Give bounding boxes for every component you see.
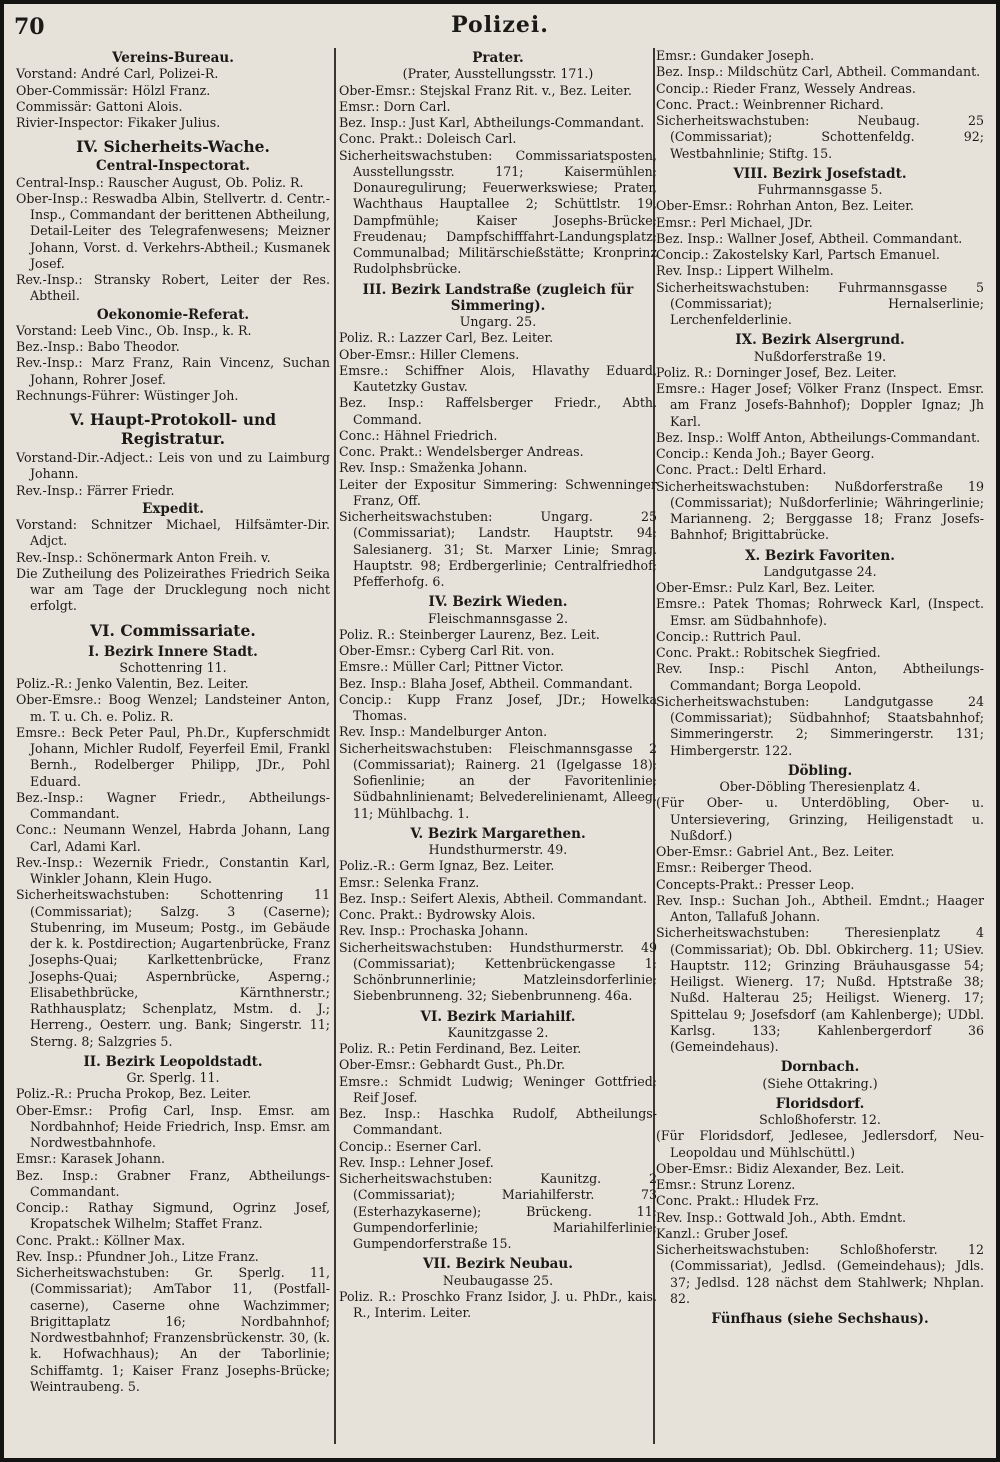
entry-line: Rivier-Inspector: Fikaker Julius. <box>16 115 221 130</box>
page-number: 70 <box>14 14 45 40</box>
entry-line: Concip.: Zakostelsky Karl, Partsch Emanuel. <box>656 247 940 262</box>
district-heading: VI. Bezirk Mariahilf. <box>420 1008 576 1025</box>
entry-line: Ober-Emsr.: Gebhardt Gust., Ph.Dr. <box>339 1057 565 1073</box>
entry-line: Bez.-Insp.: Babo Theodor. <box>16 339 180 354</box>
entry-line: Sicherheitswachstuben: Nußdorferstraße 19 (Commissariat); Nußdorferlinie; Währingerlinie; Marianneng. 2; Berggasse 18; Franz Josefs-Bahnhof; Brigittabrücke. <box>656 478 984 543</box>
entry-line: Rev.-Insp.: Wezernik Friedr., Constantin Karl, Winkler Johann, Klein Hugo. <box>16 854 330 886</box>
entry-line: Emsr.: Karasek Johann. <box>16 1151 165 1167</box>
address-line: Gr. Sperlg. 11. <box>126 1070 220 1085</box>
entry-line: Bez. Insp.: Blaha Josef, Abtheil. Commandant. <box>339 675 633 691</box>
address-line: Hundsthurmerstr. 49. <box>428 842 568 857</box>
entry-line: Poliz.-R.: Jenko Valentin, Bez. Leiter. <box>16 676 249 691</box>
entry-line: Bez. Insp.: Raffelsberger Friedr., Abth. Command. <box>339 395 657 427</box>
address-line: Fleischmannsgasse 2. <box>428 610 568 626</box>
entry-line: Bez. Insp.: Wallner Josef, Abtheil. Commandant. <box>656 230 963 246</box>
entry-line: Ober-Emsr.: Hiller Clemens. <box>339 346 520 362</box>
entry-line: Poliz. R.: Dorninger Josef, Bez. Leiter. <box>656 364 897 380</box>
district-heading: III. Bezirk Landstraße (zugleich für Simmering). <box>362 281 634 314</box>
entry-line: Vorstand: Leeb Vinc., Ob. Insp., k. R. <box>16 322 252 338</box>
entry-line: Emsre.: Schmidt Ludwig; Weninger Gottfried; Reif Josef. <box>339 1073 657 1105</box>
entry-line: Sicherheitswachstuben: Schloßhoferstr. 12 (Commissariat), Jedlsd. (Gemeindehaus); Jdls. 37; Jedlsd. 128 nächst dem Stahlwerk; Nhplan. 82. <box>656 1242 984 1306</box>
entry-line: Bez.-Insp.: Wagner Friedr., Abtheilungs-Commandant. <box>16 789 330 821</box>
address-line: Landgutgasse 24. <box>763 563 877 579</box>
entry-line: Rev. Insp.: Lehner Josef. <box>339 1154 494 1170</box>
column-3 <box>656 48 984 1448</box>
district-heading: Dornbach. <box>780 1059 860 1076</box>
entry-line: Bez. Insp.: Mildschütz Carl, Abtheil. Commandant. <box>656 64 981 80</box>
entry-line: Rev. Insp.: Mandelburger Anton. <box>339 724 548 740</box>
entry-line: Emsre.: Patek Thomas; Rohrweck Karl, (Inspect. Emsr. am Südbahnhofe). <box>656 596 984 628</box>
entry-line: Sicherheitswachstuben: Fleischmannsgasse 2 (Commissariat); Rainerg. 21 (Igelgasse 18); Sofienlinie; an der Favoritenlinie; Südbahnlinienamt; Belvederelinienamt, Alleeg. 11; Mühlbachg. 1. <box>339 740 657 821</box>
district-heading: Floridsdorf. <box>775 1095 865 1112</box>
district-heading: II. Bezirk Leopoldstadt. <box>83 1053 263 1070</box>
entry-line: Emsre.: Beck Peter Paul, Ph.Dr., Kupferschmidt Johann, Michler Rudolf, Feyerfeil Emil, Frankl Bernh., Rodelberger Philipp, JDr., Pohl Eduard. <box>16 724 330 789</box>
entry-line: Ober-Emsre.: Boog Wenzel; Landsteiner Anton, m. T. u. Ch. e. Poliz. R. <box>16 692 330 724</box>
entry-line: Kanzl.: Gruber Josef. <box>656 1225 789 1241</box>
district-heading: VII. Bezirk Neubau. <box>423 1256 573 1273</box>
entry-line: (Für Floridsdorf, Jedlesee, Jedlersdorf, Neu-Leopoldau und Mühlschüttl.) <box>656 1128 984 1160</box>
entry-line: Concip.: Rieder Franz, Wessely Andreas. <box>656 80 916 96</box>
entry-line: Bez. Insp.: Haschka Rudolf, Abtheilungs-Commandant. <box>339 1106 657 1138</box>
entry-line: Leiter der Expositur Simmering: Schwenninger Franz, Off. <box>339 476 657 508</box>
entry-line: Rev.-Insp.: Marz Franz, Rain Vincenz, Suchan Johann, Rohrer Josef. <box>16 355 330 387</box>
entry-line: Emsre.: Schiffner Alois, Hlavathy Eduard, Kautetzky Gustav. <box>339 362 657 394</box>
entry-line: Rev.-Insp.: Schönermark Anton Freih. v. <box>16 549 271 565</box>
entry-line: Rev. Insp.: Prochaska Johann. <box>339 923 529 939</box>
entry-line: Bez. Insp.: Wolff Anton, Abtheilungs-Commandant. <box>656 429 981 445</box>
entry-line: Conc. Prakt.: Hludek Frz. <box>656 1193 819 1209</box>
entry-line: Rev.-Insp.: Stransky Robert, Leiter der Res. Abtheil. <box>16 272 330 304</box>
entry-line: Bez. Insp.: Grabner Franz, Abtheilungs-Commandant. <box>16 1167 330 1199</box>
subsection-heading: Expedit. <box>142 500 204 517</box>
entry-line: Bez. Insp.: Just Karl, Abtheilungs-Commandant. <box>339 115 645 130</box>
address-line: Schottenring 11. <box>119 659 227 675</box>
entry-line: Rev.-Insp.: Färrer Friedr. <box>16 482 175 498</box>
address-line: Nußdorferstraße 19. <box>753 348 887 364</box>
address-line: Ober-Döbling Theresienplatz 4. <box>719 779 921 794</box>
address-line: Ungarg. 25. <box>459 314 537 329</box>
entry-line: Emsr.: Strunz Lorenz. <box>656 1177 796 1192</box>
entry-line: Sicherheitswachstuben: Schottenring 11 (Commissariat); Salzg. 3 (Caserne); Stubenring, im Museum; Postg., im Gebäude der k. k. Postdirection; Augartenbrücke, Franz Josephs-Quai; Karlkettenbrücke, Franz Josephs-Quai; Aspernbrücke, Asperng.; Elisabethbrücke, Kärnthnerstr.; Rathhausplatz; Schenplatz, Mstm. d. J.; Herreng., Oesterr. ung. Bank; Singerstr. 11; Sterng. 8; Salzgries 5. <box>16 887 330 1049</box>
subsection-heading: Central-Inspectorat. <box>96 158 250 175</box>
entry-line: Emsre.: Hager Josef; Völker Franz (Inspect. Emsr. am Franz Josefs-Bahnhof); Doppler Ignaz; Jh Karl. <box>656 381 984 429</box>
address-line: Neubaugasse 25. <box>442 1272 554 1288</box>
entry-line: Emsr.: Gundaker Joseph. <box>656 48 815 63</box>
entry-line: Conc. Prakt.: Robitschek Siegfried. <box>656 645 881 660</box>
district-heading: VIII. Bezirk Josefstadt. <box>733 165 907 182</box>
column-2 <box>339 48 657 1448</box>
entry-line: Emsr.: Perl Michael, JDr. <box>656 214 813 230</box>
entry-line: Concip.: Kenda Joh.; Bayer Georg. <box>656 446 875 461</box>
entry-line: Concip.: Eserner Carl. <box>339 1138 482 1154</box>
entry-line: Ober-Emsr.: Gabriel Ant., Bez. Leiter. <box>656 844 895 859</box>
district-heading: IV. Bezirk Wieden. <box>428 594 568 611</box>
entry-line: Conc. Prakt.: Bydrowsky Alois. <box>339 907 536 922</box>
entry-line: Sicherheitswachstuben: Commissariatsposten, Ausstellungsstr. 171; Kaisermühlen; Donauregulirung; Feuerwerkswiese; Prater, Wachthaus Hauptallee 2; Schüttlstr. 19, Dampfmühle; Kaiser Josephs-Brücke; Freudenau; Dampfschifffahrt-Landungsplatz; Communalbad; Militärschießstätte; Kronprinz Rudolphsbrücke. <box>339 147 657 277</box>
entry-line: Concepts-Prakt.: Presser Leop. <box>656 876 855 892</box>
entry-line: Emsr.: Selenka Franz. <box>339 874 480 890</box>
entry-line: Concip.: Kupp Franz Josef, JDr.; Howelka Thomas. <box>339 691 657 723</box>
entry-line: Conc. Prakt.: Doleisch Carl. <box>339 131 517 147</box>
entry-line: Ober-Emsr.: Profig Carl, Insp. Emsr. am Nordbahnhof; Heide Friedrich, Insp. Emsr. am Nordwestbahnhofe. <box>16 1102 330 1150</box>
district-heading: Döbling. <box>787 762 853 779</box>
entry-line: Rev. Insp.: Lippert Wilhelm. <box>656 263 834 279</box>
entry-line: Poliz. R.: Proschko Franz Isidor, J. u. PhDr., kais. R., Interim. Leiter. <box>339 1288 657 1320</box>
entry-line: Conc. Pract.: Deltl Erhard. <box>656 462 827 478</box>
entry-line: Rev. Insp.: Pfundner Joh., Litze Franz. <box>16 1248 259 1264</box>
entry-line: Sicherheitswachstuben: Hundsthurmerstr. 49 (Commissariat); Kettenbrückengasse 1; Schönbrunnerlinie; Matzleinsdorferlinie; Siebenbrunneng. 32; Siebenbrunneng. 46a. <box>339 939 657 1004</box>
section-heading: IV. Sicherheits-Wache. <box>76 137 270 157</box>
entry-line: Conc.: Neumann Wenzel, Habrda Johann, Lang Carl, Adami Karl. <box>16 822 330 854</box>
entry-line: Ober-Emsr.: Pulz Karl, Bez. Leiter. <box>656 580 876 595</box>
entry-line: Sicherheitswachstuben: Neubaug. 25 (Commissariat); Schottenfeldg. 92; Westbahnlinie; Stiftg. 15. <box>656 113 984 161</box>
entry-line: Rev. Insp.: Smaženka Johann. <box>339 460 528 476</box>
district-heading: X. Bezirk Favoriten. <box>745 547 895 564</box>
district-heading: V. Bezirk Margarethen. <box>410 825 586 842</box>
entry-line: Emsre.: Müller Carl; Pittner Victor. <box>339 659 564 675</box>
district-heading: Fünfhaus (siehe Sechshaus). <box>711 1311 929 1327</box>
entry-line: Ober-Emsr.: Rohrhan Anton, Bez. Leiter. <box>656 198 914 214</box>
subsection-heading: Vereins-Bureau. <box>112 50 234 66</box>
entry-line: Poliz. R.: Petin Ferdinand, Bez. Leiter. <box>339 1041 582 1056</box>
entry-line: Rev. Insp.: Gottwald Joh., Abth. Emdnt. <box>656 1209 907 1225</box>
section-heading: VI. Commissariate. <box>90 620 256 640</box>
entry-line: Ober-Emsr.: Bidiz Alexander, Bez. Leit. <box>656 1160 905 1176</box>
entry-line: Sicherheitswachstuben: Fuhrmannsgasse 5 (Commissariat); Hernalserlinie; Lerchenfelderlinie. <box>656 279 984 327</box>
entry-line: (Für Ober- u. Unterdöbling, Ober- u. Untersievering, Grinzing, Heiligenstadt u. Nußdorf.) <box>656 795 984 843</box>
entry-line: Concip.: Rathay Sigmund, Ogrinz Josef, Kropatschek Wilhelm; Staffet Franz. <box>16 1200 330 1232</box>
section-heading: V. Haupt-Protokoll- und Registratur. <box>69 410 277 448</box>
entry-line: Vorstand-Dir.-Adject.: Leis von und zu Laimburg Johann. <box>16 450 330 482</box>
entry-line: Die Zutheilung des Polizeirathes Friedrich Seika war am Tage der Drucklegung noch nicht erfolgt. <box>16 565 330 614</box>
entry-line: Conc. Prakt.: Köllner Max. <box>16 1232 186 1248</box>
entry-line: Conc. Pract.: Weinbrenner Richard. <box>656 96 884 112</box>
entry-line: Vorstand: Schnitzer Michael, Hilfsämter-Dir. Adjct. <box>16 517 330 549</box>
entry-line: Ober-Emsr.: Stejskal Franz Rit. v., Bez. Leiter. <box>339 82 632 98</box>
document-page <box>4 4 996 1458</box>
address-line: Fuhrmannsgasse 5. <box>757 182 883 197</box>
entry-line: Rev. Insp.: Pischl Anton, Abtheilungs-Commandant; Borga Leopold. <box>656 661 984 693</box>
entry-line: Ober-Commissär: Hölzl Franz. <box>16 82 211 98</box>
entry-line: Sicherheitswachstuben: Theresienplatz 4 (Commissariat); Ob. Dbl. Obkircherg. 11; USiev. Hauptstr. 112; Grinzing Bräuhausgasse 54; Heiligst. Wienerg. 17; Nußd. Hptstraße 38; Nußd. Halterau 25; Heiligst. Wienerg. 17; Spittelau 9; Josefsdorf (am Kahlenberge); UDbl. Karlsg. 133; Kahlenbergerdorf 36 (Gemeindehaus). <box>656 925 984 1054</box>
entry-line: Rechnungs-Führer: Wüstinger Joh. <box>16 387 239 403</box>
entry-line: Poliz. R.: Lazzer Carl, Bez. Leiter. <box>339 330 554 346</box>
entry-line: Rev. Insp.: Suchan Joh., Abtheil. Emdnt.; Haager Anton, Tallafuß Johann. <box>656 892 984 924</box>
entry-line: Sicherheitswachstuben: Landgutgasse 24 (Commissariat); Südbahnhof; Staatsbahnhof; Simmeringerstr. 2; Simmeringerstr. 131; Himbergerstr. 122. <box>656 693 984 758</box>
column-1 <box>16 48 330 1448</box>
column-rule <box>334 48 336 1444</box>
district-heading: I. Bezirk Innere Stadt. <box>88 643 258 660</box>
entry-line: Concip.: Ruttrich Paul. <box>656 628 802 644</box>
entry-line: Sicherheitswachstuben: Gr. Sperlg. 11, (Commissariat); AmTabor 11, (Postfall-caserne), Caserne ohne Wachzimmer; Brigittaplatz 16; Nordbahnhof; Nordwestbahnhof; Franzensbrückenstr. 30, (k. k. Hofwachhaus); An der Taborlinie; Schiffamtg. 1; Kaiser Franz Josephs-Brücke; Weintraubeng. 5. <box>16 1265 330 1394</box>
entry-line: Conc.: Hähnel Friedrich. <box>339 427 498 443</box>
address-line: (Siehe Ottakring.) <box>762 1075 878 1091</box>
entry-line: Central-Insp.: Rauscher August, Ob. Poliz. R. <box>16 174 304 190</box>
entry-line: Poliz.-R.: Prucha Prokop, Bez. Leiter. <box>16 1086 252 1102</box>
address-line: (Prater, Ausstellungsstr. 171.) <box>402 66 594 82</box>
entry-line: Sicherheitswachstuben: Ungarg. 25 (Commissariat); Landstr. Hauptstr. 94; Salesianerg. 31; St. Marxer Linie; Smrag. Hauptstr. 98; Erdbergerlinie; Centralfriedhof; Pfefferhofg. 6. <box>339 509 657 589</box>
address-line: Kaunitzgasse 2. <box>447 1024 549 1040</box>
entry-line: Poliz. R.: Steinberger Laurenz, Bez. Leit. <box>339 626 600 642</box>
entry-line: Sicherheitswachstuben: Kaunitzg. 2 (Commissariat); Mariahilferstr. 73 (Esterhazykaserne); Brückeng. 11; Gumpendorferlinie; Mariahilferlinie; Gumpendorferstraße 15. <box>339 1171 657 1251</box>
district-heading: IX. Bezirk Alsergrund. <box>735 332 905 349</box>
entry-line: Commissär: Gattoni Alois. <box>16 98 183 114</box>
entry-line: Emsr.: Dorn Carl. <box>339 98 451 114</box>
entry-line: Vorstand: André Carl, Polizei-R. <box>16 66 219 82</box>
entry-line: Bez. Insp.: Seifert Alexis, Abtheil. Commandant. <box>339 890 647 906</box>
entry-line: Emsr.: Reiberger Theod. <box>656 860 813 876</box>
entry-line: Poliz.-R.: Germ Ignaz, Bez. Leiter. <box>339 858 555 874</box>
address-line: Schloßhoferstr. 12. <box>759 1112 881 1127</box>
entry-line: Ober-Emsr.: Cyberg Carl Rit. von. <box>339 643 555 658</box>
entry-line: Conc. Prakt.: Wendelsberger Andreas. <box>339 444 584 459</box>
entry-line: Ober-Insp.: Reswadba Albin, Stellvertr. d. Centr.-Insp., Commandant der berittenen Abtheilung, Detail-Leiter des Telegrafenwesens; Meizner Johann, Vorst. d. Verkehrs-Abtheil.; Kusmanek Josef. <box>16 190 330 271</box>
subsection-heading: Oekonomie-Referat. <box>96 306 250 323</box>
subsection-heading: Prater. <box>472 50 524 66</box>
running-head: Polizei. <box>451 12 549 38</box>
